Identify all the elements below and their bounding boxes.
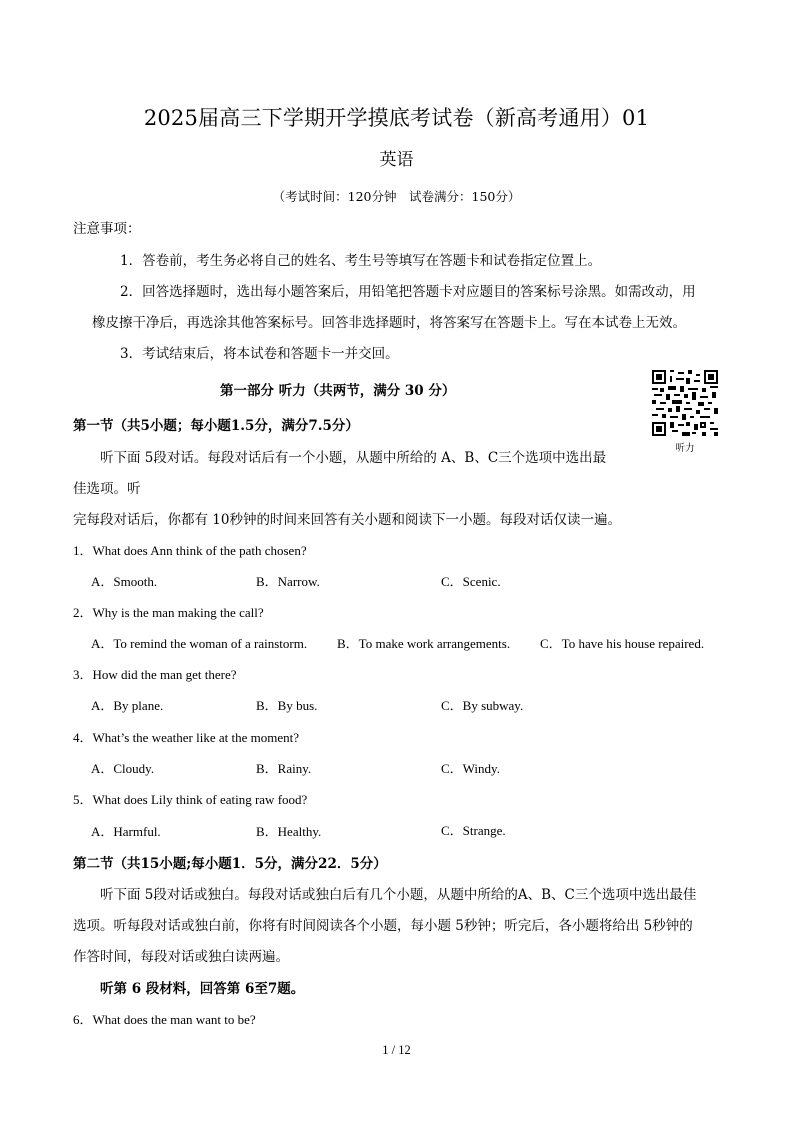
option-b: B．Narrow.: [256, 574, 320, 589]
section1-heading: 第一节（共5小题；每小题1.5分，满分7.5分）: [73, 418, 359, 434]
option-a: A．Cloudy.: [91, 761, 155, 776]
option-b: B．Rainy.: [256, 761, 312, 776]
section1-instructions-line-3: 完每段对话后，你都有 10秒钟的时间来回答有关小题和阅读下一小题。每段对话仅读一遍。: [73, 512, 621, 528]
qr-label: 听力: [675, 443, 695, 454]
section2-heading: 第二节（共15小题;每小题1．5分，满分22．5分）: [73, 856, 387, 872]
part1-heading: 第一部分 听力（共两节，满分 30 分）: [220, 383, 456, 399]
exam-info: （考试时间：120分钟 试卷满分：150分）: [272, 189, 521, 204]
question-stem: 5．What does Lily think of eating raw food?: [73, 792, 308, 807]
page-title: 2025届高三下学期开学摸底考试卷（新高考通用）01: [143, 106, 650, 130]
material-heading: 听第 6 段材料，回答第 6至7题。: [100, 981, 305, 997]
note-item-3: 3．考试结束后，将本试卷和答题卡一并交回。: [120, 346, 399, 362]
qr-code-icon: [652, 370, 718, 436]
option-c: C．Strange.: [441, 823, 506, 838]
note-item-1: 1．答卷前，考生务必将自己的姓名、考生号等填写在答题卡和试卷指定位置上。: [120, 253, 602, 269]
question-stem: 3．How did the man get there?: [73, 667, 237, 682]
section2-instructions-line-2: 选项。听每段对话或独白前，你将有时间阅读各个小题，每小题 5秒钟；听完后，各小题将给出 5秒钟的: [73, 918, 693, 934]
question-stem: 6．What does the man want to be?: [73, 1012, 256, 1027]
notes-heading: 注意事项：: [73, 221, 141, 237]
note-item-2-line-2: 橡皮擦干净后，再选涂其他答案标号。回答非选择题时，将答案写在答题卡上。写在本试卷上无效。: [92, 315, 686, 331]
option-c: C．By subway.: [441, 698, 524, 713]
section2-instructions-line-1: 听下面 5段对话或独白。每段对话或独白后有几个小题，从题中所给的A、B、C三个选项中选出最佳: [100, 887, 697, 903]
section1-instructions-line-1: 听下面 5段对话。每段对话后有一个小题，从题中所给的 A、B、C三个选项中选出最: [100, 450, 607, 466]
option-a: A．To remind the woman of a rainstorm.: [91, 636, 308, 651]
option-c: C．To have his house repaired.: [540, 636, 705, 651]
option-c: C．Windy.: [441, 761, 500, 776]
subject-title: 英语: [379, 150, 414, 170]
question-stem: 2．Why is the man making the call?: [73, 605, 264, 620]
note-item-2-line-1: 2．回答选择题时，选出每小题答案后，用铅笔把答题卡对应题目的答案标号涂黑。如需改动，用: [120, 284, 696, 300]
option-c: C．Scenic.: [441, 574, 501, 589]
section2-instructions-line-3: 作答时间，每段对话或独白读两遍。: [73, 949, 289, 965]
option-b: B．By bus.: [256, 698, 318, 713]
page-number: 1 / 12: [382, 1043, 411, 1057]
question-stem: 4．What’s the weather like at the moment?: [73, 730, 299, 745]
option-a: A．By plane.: [91, 698, 164, 713]
section1-instructions-line-2: 佳选项。听: [73, 481, 141, 497]
option-b: B．Healthy.: [256, 824, 322, 839]
question-stem: 1．What does Ann think of the path chosen?: [73, 543, 307, 558]
option-b: B．To make work arrangements.: [337, 636, 511, 651]
option-a: A．Harmful.: [91, 824, 161, 839]
option-a: A．Smooth.: [91, 574, 158, 589]
